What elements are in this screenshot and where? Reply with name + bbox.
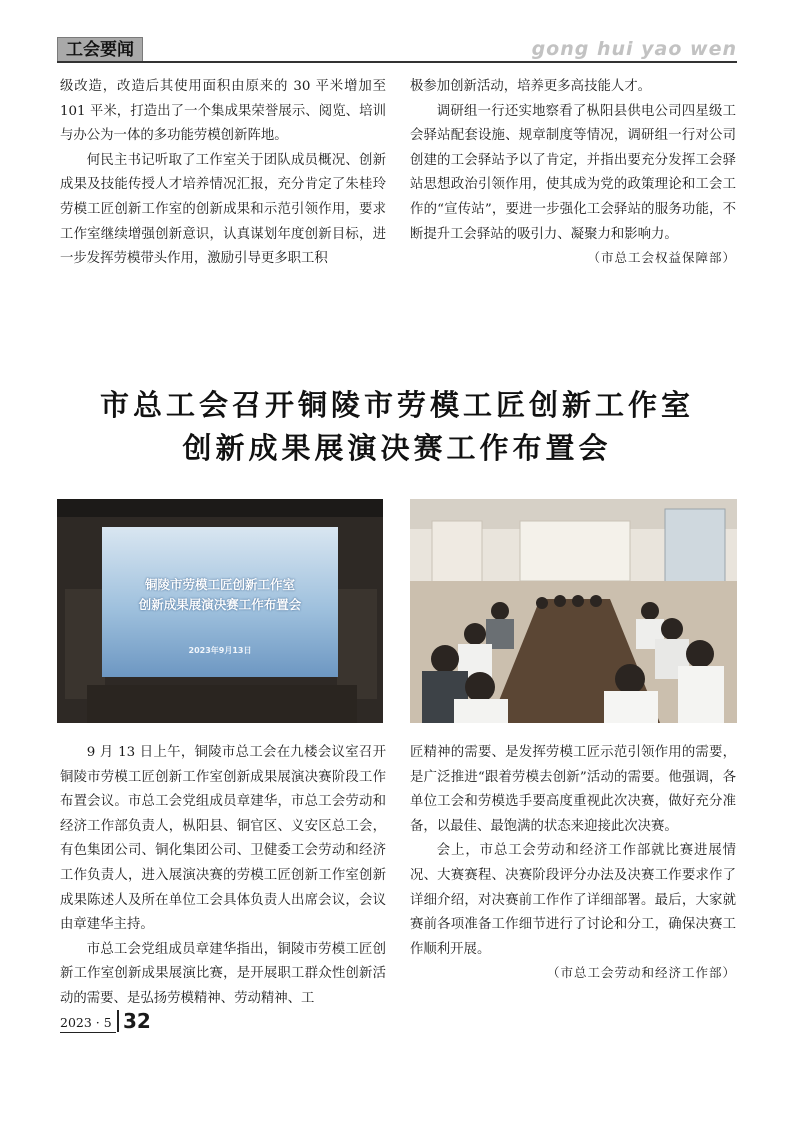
footer-rule [60,1032,116,1033]
header-rule [57,61,737,63]
paragraph: 匠精神的需要、是发挥劳模工匠示范引领作用的需要，是广泛推进“跟着劳模去创新”活动的需要。他强调，各单位工会和劳模选手要高度重视此次决赛，做好充分准备，以最佳、最饱满的状态来迎接此次决赛。 [410,745,736,834]
section-tab: 工会要闻 [57,37,143,63]
meeting-room-image [410,499,737,723]
paragraph: 调研组一行还实地察看了枞阳县供电公司四星级工会驿站配套设施、规章制度等情况，调研组一行对公司创建的工会驿站予以了肯定，并指出要充分发挥工会驿站思想政治引领作用，使其成为党的政策理论和工会工作的“宣传站”，要进一步强化工会驿站的服务功能，不断提升工会驿站的吸引力、凝聚力和影响力。 [410,103,736,242]
top-left-column [60,75,386,272]
screen-date: 2023年9月13日 [188,646,252,655]
issue-label: 2023 · 5 [60,1015,112,1030]
paragraph: 级改造，改造后其使用面积由原来的 30 平米增加至 101 平米，打造出了一个集成果荣誉展示、阅览、培训与办公为一体的多功能劳模创新阵地。 [60,79,386,144]
meeting-room-photo [410,499,737,723]
byline: （市总工会劳动和经济工作部） [546,965,736,981]
paragraph: 9 月 13 日上午，铜陵市总工会在九楼会议室召开铜陵市劳模工匠创新工作室创新成果展演决赛阶段工作布置会议。市总工会党组成员章建华，市总工会劳动和经济工作部负责人，枞阳县、铜官区、义安区总工会，有色集团公司、铜化集团公司、卫健委工会劳动和经济工作负责人，进入展演决赛的劳模工匠创新工作室创新成果陈述人及所在单位工会具体负责人出席会议，会议由章建华主持。 [60,745,386,933]
page-number: 32 [117,1010,151,1032]
screen-title-line1: 铜陵市劳模工匠创新工作室 [144,577,295,592]
projection-screen [102,527,338,677]
paragraph: 市总工会党组成员章建华指出，铜陵市劳模工匠创新工作室创新成果展演比赛，是开展职工群众性创新活动的需要、是弘扬劳模精神、劳动精神、工 [60,941,386,1006]
section-pinyin: gong hui yao wen [531,38,737,60]
paragraph: 何民主书记听取了工作室关于团队成员概况、创新成果及技能传授人才培养情况汇报，充分肯定了朱桂玲劳模工匠创新工作室的创新成果和示范引领作用，要求工作室继续增强创新意识，认真谋划年度创新目标，进一步发挥劳模带头作用，激励引导更多职工积 [60,152,386,267]
article-title-line1: 市总工会召开铜陵市劳模工匠创新工作室 [99,388,694,422]
article-title-line2: 创新成果展演决赛工作布置会 [182,431,612,465]
screen-title-line2: 创新成果展演决赛工作布置会 [138,597,302,612]
byline: （市总工会权益保障部） [587,250,736,266]
article-right-column [410,741,736,984]
top-right-column [410,75,736,269]
meeting-screen-photo [57,499,383,723]
article-left-column [60,741,386,1012]
paragraph: 会上，市总工会劳动和经济工作部就比赛进展情况、大赛赛程、决赛阶段评分办法及决赛工作要求作了详细介绍，对决赛前工作作了详细部署。最后，大家就赛前各项准备工作细节进行了讨论和分工，确保决赛工作顺利开展。 [410,843,736,957]
paragraph: 极参加创新活动，培养更多高技能人才。 [410,79,652,94]
